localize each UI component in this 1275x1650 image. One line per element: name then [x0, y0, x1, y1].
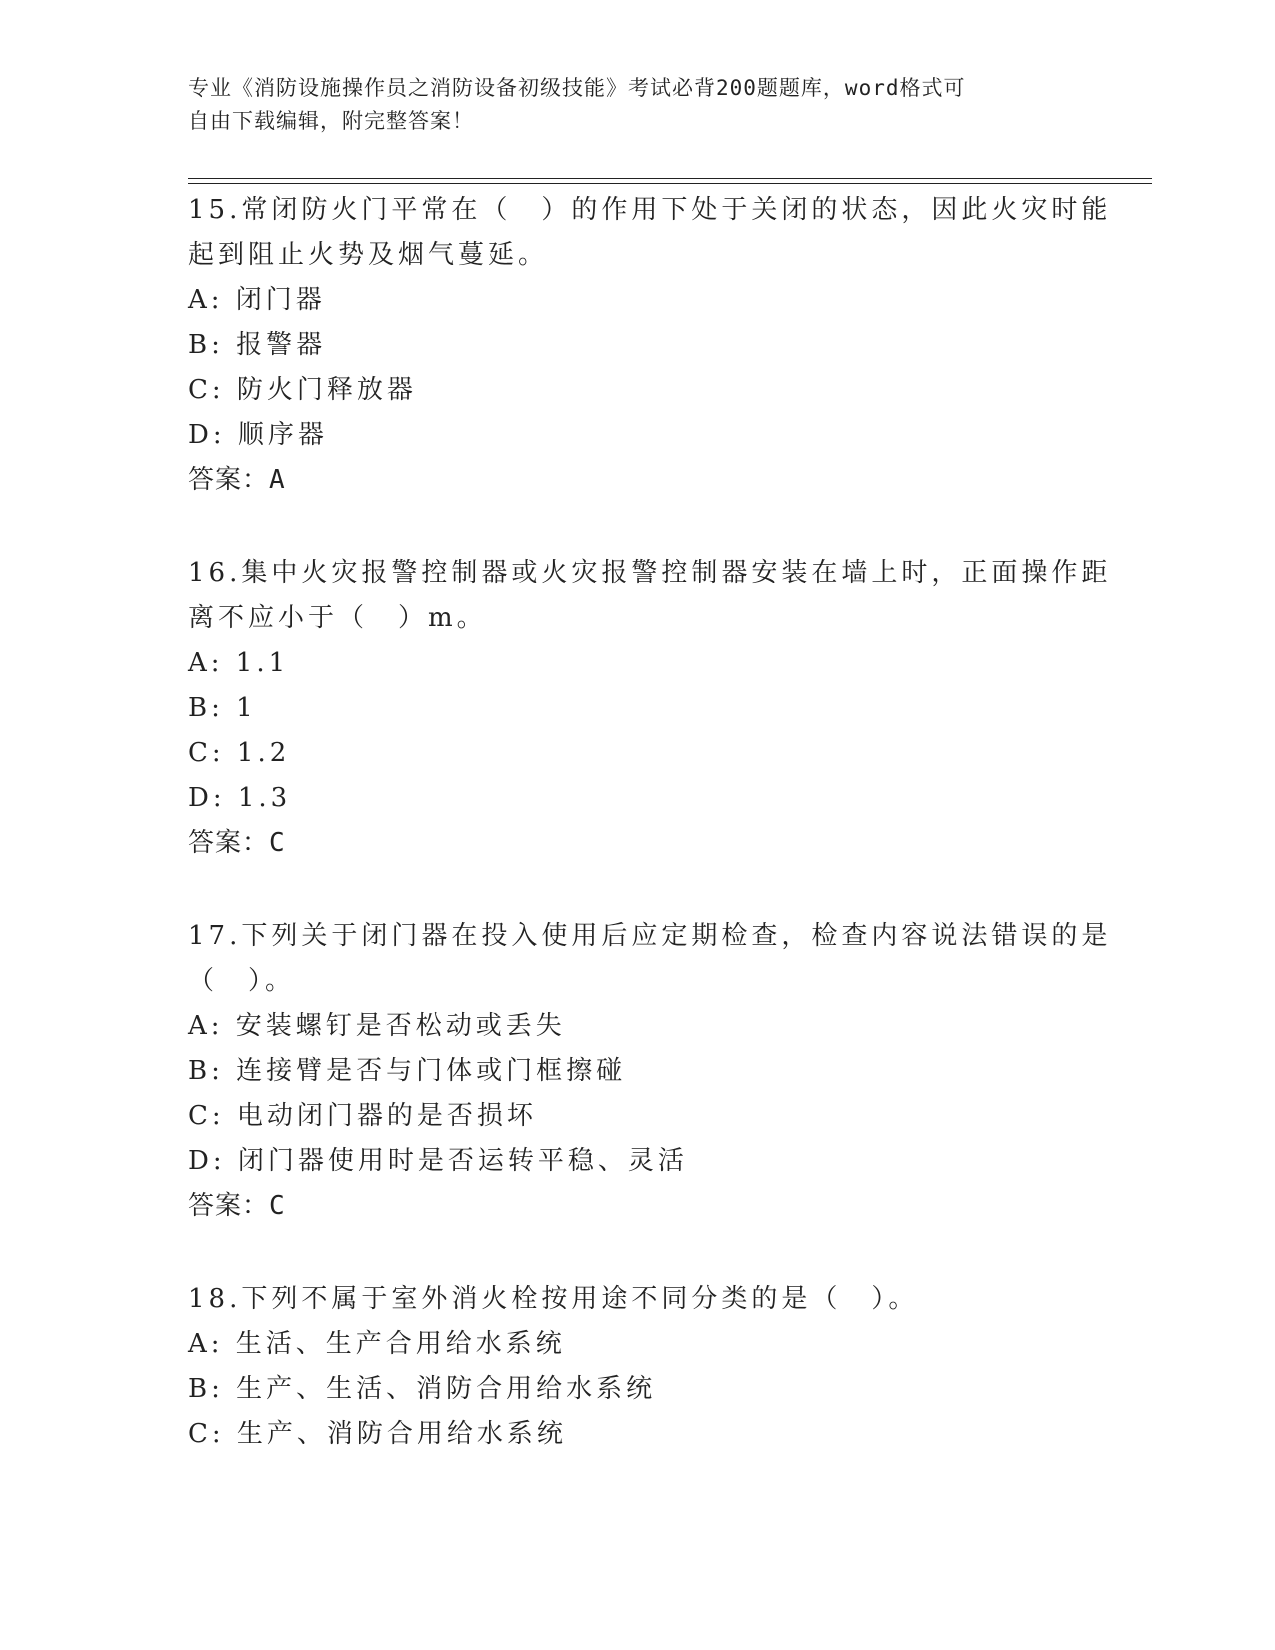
stem-line: 15.常闭防火门平常在（ ）的作用下处于关闭的状态，因此火灾时能 [188, 195, 1112, 225]
question-stem [188, 188, 1112, 278]
header-line-2: 自由下载编辑，附完整答案！ [188, 109, 474, 133]
answer-line: 答案：C [188, 1191, 286, 1221]
question-block [188, 914, 1112, 1229]
option-c: C: 1.2 [188, 738, 291, 768]
header-divider-top [188, 178, 1152, 179]
option-a: A: 1.1 [188, 648, 290, 678]
answer-line: 答案：C [188, 828, 286, 858]
question-block [188, 1277, 1088, 1457]
option-c: C: 防火门释放器 [188, 375, 417, 405]
question-stem [188, 914, 1112, 1004]
stem-line: 离不应小于（ ）m。 [188, 603, 487, 633]
option-d: D: 顺序器 [188, 420, 328, 450]
option-a: A: 闭门器 [188, 285, 326, 315]
stem-line: 起到阻止火势及烟气蔓延。 [188, 240, 549, 270]
header-line-1: 专业《消防设施操作员之消防设备初级技能》考试必背200题题库，word格式可 [188, 76, 966, 100]
option-d: D: 1.3 [188, 783, 292, 813]
question-stem [188, 1277, 1088, 1322]
question-block [188, 551, 1112, 866]
option-b: B: 生产、生活、消防合用给水系统 [188, 1374, 657, 1404]
stem-line: 18.下列不属于室外消火栓按用途不同分类的是（ ）。 [188, 1284, 919, 1314]
option-a: A: 安装螺钉是否松动或丢失 [188, 1011, 566, 1041]
option-a: A: 生活、生产合用给水系统 [188, 1329, 566, 1359]
document-header [188, 72, 1068, 138]
option-c: C: 生产、消防合用给水系统 [188, 1419, 567, 1449]
option-b: B: 连接臂是否与门体或门框擦碰 [188, 1056, 627, 1086]
answer-line: 答案：A [188, 465, 286, 495]
question-block [188, 188, 1112, 503]
option-b: B: 1 [188, 693, 257, 723]
option-b: B: 报警器 [188, 330, 327, 360]
option-c: C: 电动闭门器的是否损坏 [188, 1101, 537, 1131]
stem-line: （ ）。 [188, 966, 296, 996]
option-d: D: 闭门器使用时是否运转平稳、灵活 [188, 1146, 688, 1176]
stem-line: 16.集中火灾报警控制器或火灾报警控制器安装在墙上时，正面操作距 [188, 558, 1112, 588]
header-divider-bottom [188, 183, 1152, 184]
stem-line: 17.下列关于闭门器在投入使用后应定期检查，检查内容说法错误的是 [188, 921, 1112, 951]
question-stem [188, 551, 1112, 641]
